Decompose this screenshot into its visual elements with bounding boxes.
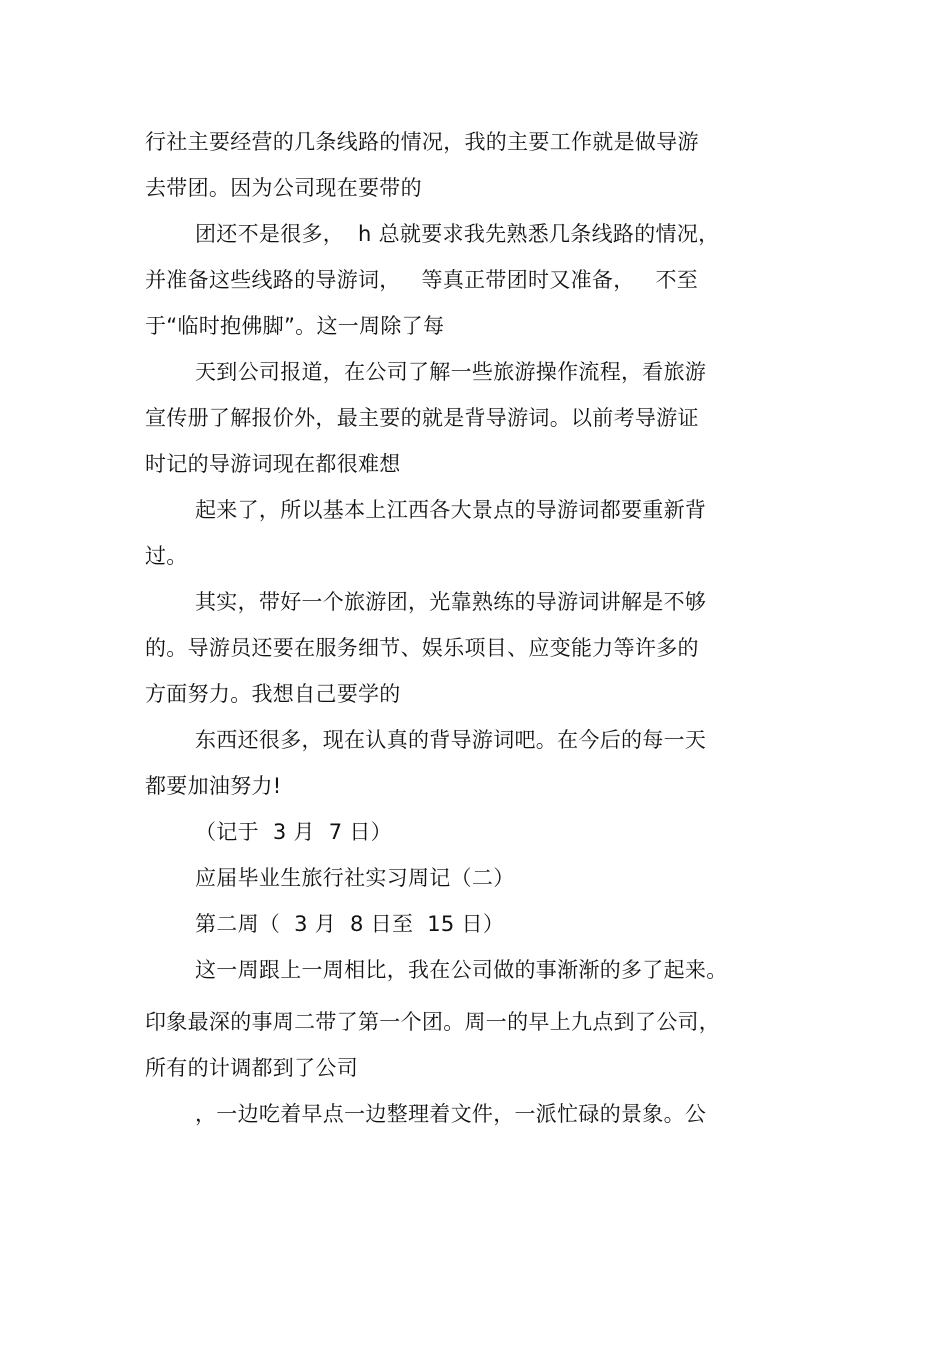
text-line: 于“临时抱佛脚”。这一周除了每 [145,314,445,338]
date-note: （记于 3 月 7 日） [195,820,392,844]
text-line: 东西还很多，现在认真的背导游词吧。在今后的每一天 [195,728,707,752]
text-line: 团还不是很多， h 总就要求我先熟悉几条线路的情况， [195,222,720,246]
section-title: 应届毕业生旅行社实习周记（二） [195,866,515,890]
text-line: 方面努力。我想自己要学的 [145,682,401,706]
text-line: ，一边吃着早点一边整理着文件，一派忙碌的景象。公 [195,1102,707,1126]
text-line: 过。 [145,544,188,568]
text-line: 行社主要经营的几条线路的情况，我的主要工作就是做导游 [145,130,699,154]
text-line: 都要加油努力! [145,774,282,798]
text-line: 其实，带好一个旅游团，光靠熟练的导游词讲解是不够 [195,590,707,614]
text-line: 印象最深的事周二带了第一个团。周一的早上九点到了公司， [145,1010,721,1034]
text-line: 并准备这些线路的导游词， 等真正带团时又准备， 不至 [145,268,699,292]
text-line: 时记的导游词现在都很难想 [145,452,401,476]
text-line: 去带团。因为公司现在要带的 [145,176,422,200]
text-line: 起来了，所以基本上江西各大景点的导游词都要重新背 [195,498,707,522]
text-line: 的。导游员还要在服务细节、娱乐项目、应变能力等许多的 [145,636,699,660]
text-line: 宣传册了解报价外，最主要的就是背导游词。以前考导游证 [145,406,699,430]
text-line: 这一周跟上一周相比，我在公司做的事渐渐的多了起来。 [195,958,728,982]
text-line: 天到公司报道，在公司了解一些旅游操作流程，看旅游 [195,360,707,384]
week-heading: 第二周（ 3 月 8 日至 15 日） [195,912,505,936]
text-line: 所有的计调都到了公司 [145,1056,358,1080]
